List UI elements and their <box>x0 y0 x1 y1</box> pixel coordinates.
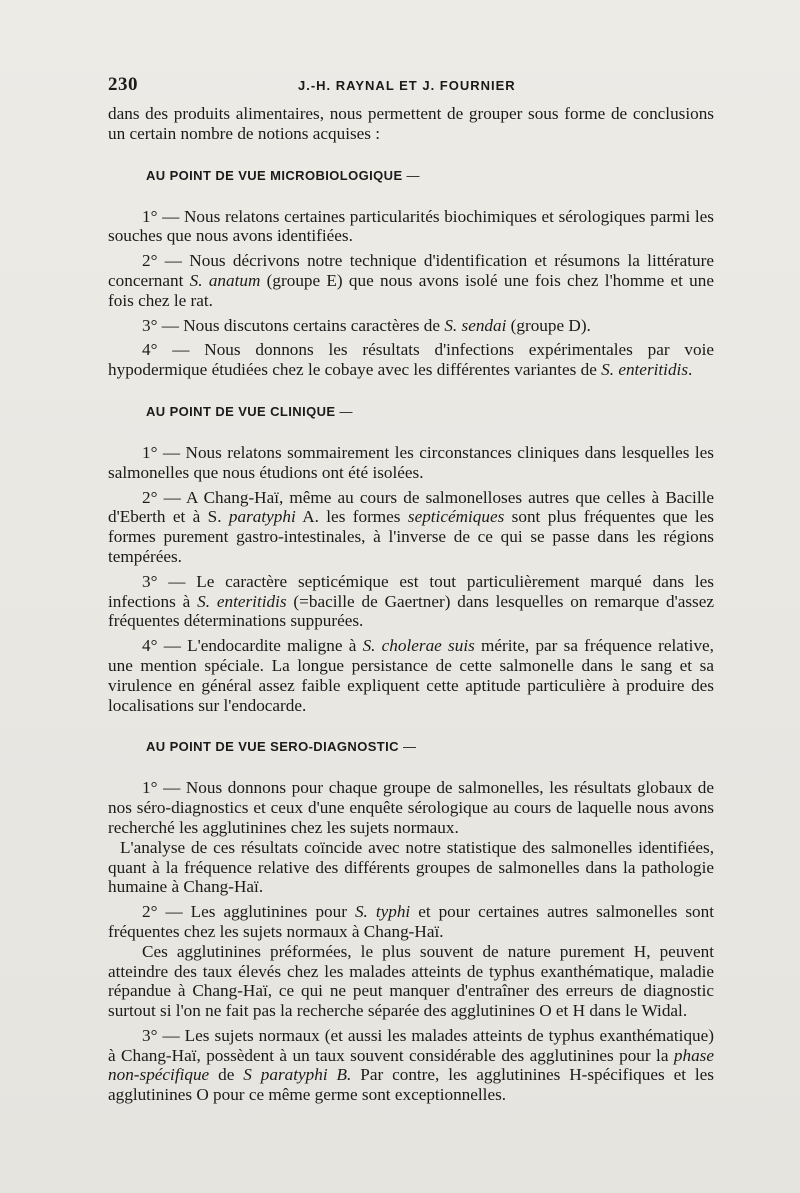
heading-text: AU POINT DE VUE SERO-DIAGNOSTIC <box>146 739 399 755</box>
paragraph: L'analyse de ces résultats coïncide avec notre statistique des salmonelles identifiées, quant à la fréquence relative des différents groupes de salmonelles dans la pathologie humaine à Chang-Haï. <box>108 837 714 897</box>
emphasis: septicémiques <box>407 507 505 527</box>
running-head-authors: J.-H. RAYNAL ET J. FOURNIER <box>298 78 516 93</box>
paragraph: 1° — Nous relatons sommairement les circonstances cliniques dans lesquelles les salmonelles que nous étudions ont été isolées. <box>108 442 714 482</box>
paragraph <box>108 572 714 631</box>
text-run: 3° — Nous discutons certains caractères de <box>142 315 445 335</box>
text-run: 3° — Le caractère septicémique est tout particulièrement marqué dans les infections à <box>108 571 714 611</box>
text-run: . <box>688 360 693 380</box>
text-run: A. les formes <box>295 507 408 527</box>
text-run: sont plus fréquentes que les formes purement gastro-intestinales, à l'inverse de ce qui se passe dans les régions tempérées. <box>108 507 714 566</box>
paragraph <box>108 636 714 715</box>
species-name: S. sendai <box>444 315 507 335</box>
text-run: (groupe D). <box>506 315 591 335</box>
text-run: de <box>209 1065 244 1085</box>
text-run: 2° — Nous décrivons notre technique d'identification et résumons la littérature concernant <box>108 251 714 290</box>
text-run: mérite, par sa fréquence relative, une mention spéciale. La longue persistance de cette salmonelle dans le sang et sa virulence en général assez faible expliquent cette aptitude particulière à produire des localisations sur l'endocarde. <box>108 636 714 715</box>
section-heading-sero-diagnostic <box>146 739 714 754</box>
text-run: (=bacille de Gaertner) dans lesquelles on remarque d'assez fréquentes déterminations suppurées. <box>108 591 715 631</box>
emphasis: phase non-spécifique <box>108 1045 714 1085</box>
paragraph <box>108 1026 714 1105</box>
species-name: S. anatum <box>189 270 261 290</box>
text-run: 2° — A Chang-Haï, même au cours de salmonelloses autres que celles à Bacille d'Eberth et à S. <box>108 487 714 527</box>
heading-dash: — <box>406 167 420 183</box>
paragraph <box>108 340 714 380</box>
text-run: et pour certaines autres salmonelles sont fréquentes chez les sujets normaux à Chang-Haï. <box>108 902 714 941</box>
heading-text: AU POINT DE VUE CLINIQUE <box>146 403 336 419</box>
paragraph: 1° — Nous donnons pour chaque groupe de salmonelles, les résultats globaux de nos séro-diagnostics et ceux d'une enquête sérologique au cours de laquelle nous avons recherché les agglutinines chez les sujets normaux. <box>108 778 714 837</box>
species-name: S. cholerae suis <box>362 636 475 656</box>
paragraph <box>108 316 714 336</box>
text-run: (groupe E) que nous avons isolé une fois chez l'homme et une fois chez le rat. <box>108 270 714 310</box>
paragraph <box>108 251 714 310</box>
species-name: S. typhi <box>354 902 411 922</box>
heading-text: AU POINT DE VUE MICROBIOLOGIQUE <box>146 167 403 183</box>
species-name: S paratyphi B. <box>243 1065 352 1085</box>
paragraph: 1° — Nous relatons certaines particularités biochimiques et sérologiques parmi les souches que nous avons identifiées. <box>108 206 714 246</box>
text-run: Par contre, les agglutinines H-spécifiques et les agglutinines O pour ce même germe sont exceptionnelles. <box>108 1065 714 1105</box>
species-name: paratyphi <box>228 507 296 527</box>
heading-dash: — <box>339 403 353 419</box>
species-name: S. enteritidis <box>601 360 689 380</box>
section-heading-microbiologique <box>146 168 714 183</box>
species-name: S. enteritidis <box>197 591 287 611</box>
running-head <box>108 74 714 104</box>
section-heading-clinique <box>146 404 714 419</box>
intro-paragraph: dans des produits alimentaires, nous permettent de grouper sous forme de conclusions un certain nombre de notions acquises : <box>108 104 714 143</box>
text-run: 2° — Les agglutinines pour <box>142 902 355 922</box>
text-run: 4° — Nous donnons les résultats d'infections expérimentales par voie hypodermique étudiées chez le cobaye avec les différentes variantes de <box>108 340 714 380</box>
paragraph: Ces agglutinines préformées, le plus souvent de nature purement H, peuvent atteindre des taux élevés chez les malades atteints de typhus exanthématique, maladie répandue à Chang-Haï, ce qui ne peut manquer d'entraîner des erreurs de diagnostic surtout si l'on ne fait pas la recherche séparée des agglutinines O et H dans le Widal. <box>108 941 714 1021</box>
paragraph <box>108 488 714 567</box>
paragraph <box>108 902 714 942</box>
text-run: 4° — L'endocardite maligne à <box>142 636 363 656</box>
page-number: 230 <box>108 74 138 95</box>
text-run: 3° — Les sujets normaux (et aussi les malades atteints de typhus exanthématique) à Chang-Haï, possèdent à un taux souvent considérable des agglutinines pour la <box>108 1025 714 1065</box>
heading-dash: — <box>402 739 417 755</box>
